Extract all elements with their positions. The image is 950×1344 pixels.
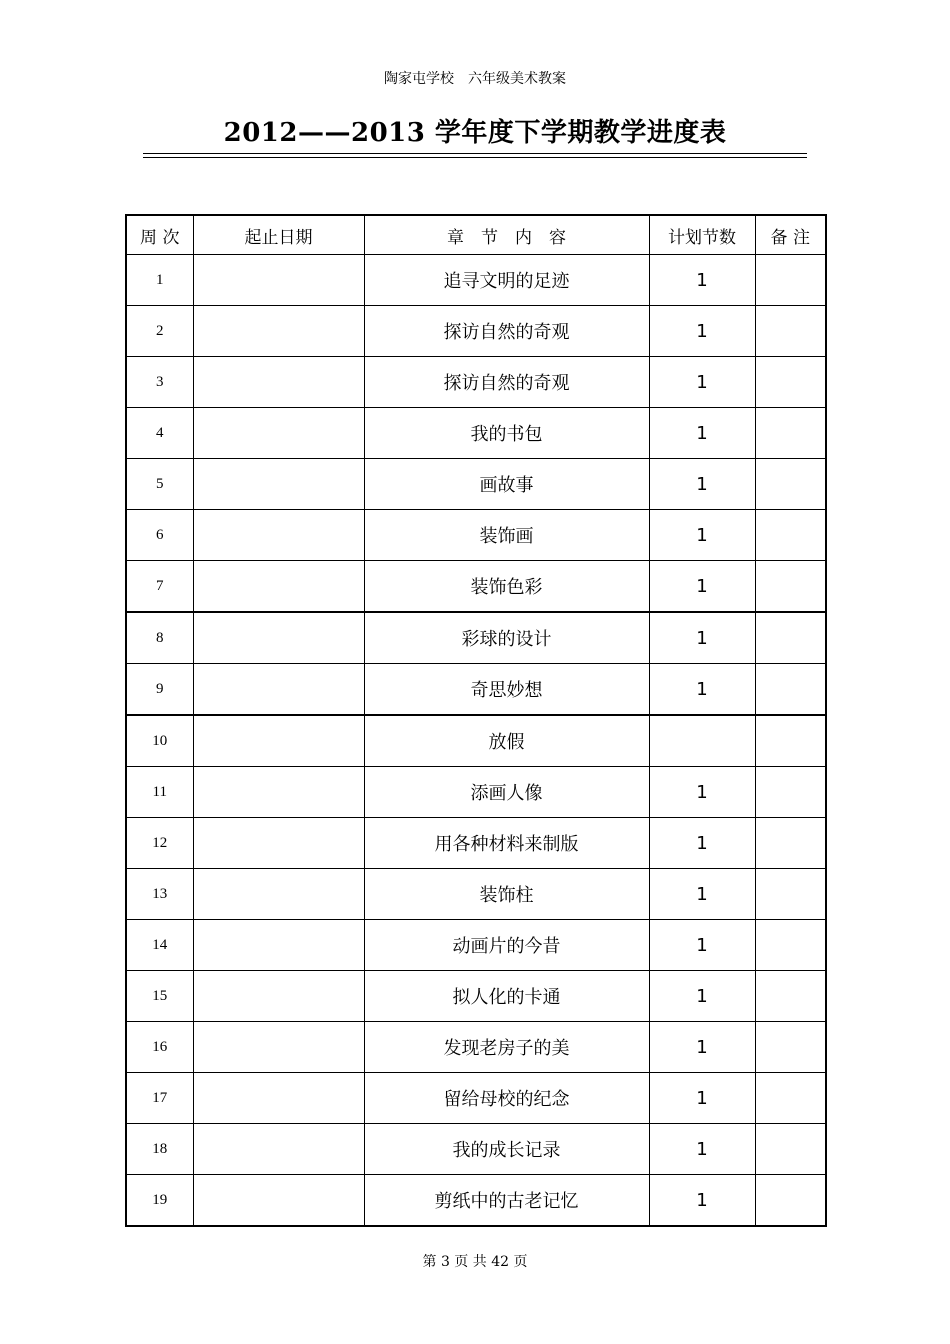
week-cell: 7 [126, 561, 193, 613]
dates-cell [193, 869, 364, 920]
week-cell: 16 [126, 1022, 193, 1073]
week-cell: 9 [126, 664, 193, 716]
column-header-notes: 备 注 [755, 215, 826, 255]
content-cell: 追寻文明的足迹 [364, 255, 649, 306]
notes-cell [755, 561, 826, 613]
lessons-cell: 1 [649, 357, 755, 408]
lessons-cell: 1 [649, 971, 755, 1022]
table-row [126, 715, 826, 767]
lessons-cell: 1 [649, 664, 755, 716]
dates-cell [193, 612, 364, 664]
content-cell: 放假 [364, 715, 649, 767]
lessons-cell: 1 [649, 612, 755, 664]
content-cell: 探访自然的奇观 [364, 357, 649, 408]
week-cell: 3 [126, 357, 193, 408]
table-row [126, 920, 826, 971]
content-cell: 我的成长记录 [364, 1124, 649, 1175]
lessons-cell: 1 [649, 1175, 755, 1227]
notes-cell [755, 767, 826, 818]
notes-cell [755, 408, 826, 459]
dates-cell [193, 920, 364, 971]
content-cell: 用各种材料来制版 [364, 818, 649, 869]
week-cell: 11 [126, 767, 193, 818]
dates-cell [193, 1073, 364, 1124]
column-header-dates: 起止日期 [193, 215, 364, 255]
content-cell: 彩球的设计 [364, 612, 649, 664]
table-row [126, 869, 826, 920]
lessons-cell: 1 [649, 869, 755, 920]
dates-cell [193, 971, 364, 1022]
lessons-cell: 1 [649, 818, 755, 869]
week-cell: 2 [126, 306, 193, 357]
table-row [126, 561, 826, 613]
notes-cell [755, 510, 826, 561]
dates-cell [193, 306, 364, 357]
notes-cell [755, 869, 826, 920]
content-cell: 留给母校的纪念 [364, 1073, 649, 1124]
table-row [126, 971, 826, 1022]
dates-cell [193, 408, 364, 459]
lessons-cell: 1 [649, 1073, 755, 1124]
week-cell: 15 [126, 971, 193, 1022]
notes-cell [755, 357, 826, 408]
lessons-cell: 1 [649, 1022, 755, 1073]
dates-cell [193, 255, 364, 306]
table-row [126, 1073, 826, 1124]
table-row [126, 255, 826, 306]
week-cell: 8 [126, 612, 193, 664]
notes-cell [755, 1175, 826, 1227]
lessons-cell: 1 [649, 255, 755, 306]
dates-cell [193, 715, 364, 767]
notes-cell [755, 818, 826, 869]
dates-cell [193, 767, 364, 818]
table-row [126, 408, 826, 459]
week-cell: 14 [126, 920, 193, 971]
dates-cell [193, 357, 364, 408]
table-row [126, 306, 826, 357]
content-cell: 探访自然的奇观 [364, 306, 649, 357]
lessons-cell [649, 715, 755, 767]
table-row [126, 664, 826, 716]
table-row [126, 1175, 826, 1227]
running-header: 陶家屯学校 六年级美术教案 [384, 71, 566, 87]
table-row [126, 1124, 826, 1175]
content-cell: 添画人像 [364, 767, 649, 818]
title-rule-bottom [143, 157, 807, 158]
notes-cell [755, 306, 826, 357]
week-cell: 18 [126, 1124, 193, 1175]
content-cell: 装饰柱 [364, 869, 649, 920]
dates-cell [193, 1022, 364, 1073]
lessons-cell: 1 [649, 459, 755, 510]
dates-cell [193, 459, 364, 510]
lessons-cell: 1 [649, 408, 755, 459]
column-header-lessons: 计划节数 [649, 215, 755, 255]
dates-cell [193, 510, 364, 561]
page-title: 2012——2013 学年度下学期教学进度表 [223, 118, 727, 148]
title-rule-top [143, 153, 807, 154]
dates-cell [193, 664, 364, 716]
notes-cell [755, 920, 826, 971]
column-header-week: 周 次 [126, 215, 193, 255]
dates-cell [193, 561, 364, 613]
lessons-cell: 1 [649, 510, 755, 561]
notes-cell [755, 459, 826, 510]
dates-cell [193, 818, 364, 869]
table-row [126, 767, 826, 818]
lessons-cell: 1 [649, 561, 755, 613]
week-cell: 19 [126, 1175, 193, 1227]
dates-cell [193, 1175, 364, 1227]
notes-cell [755, 1022, 826, 1073]
content-cell: 奇思妙想 [364, 664, 649, 716]
content-cell: 动画片的今昔 [364, 920, 649, 971]
content-cell: 画故事 [364, 459, 649, 510]
page-footer: 第 3 页 共 42 页 [422, 1254, 528, 1270]
table-row [126, 510, 826, 561]
week-cell: 17 [126, 1073, 193, 1124]
content-cell: 发现老房子的美 [364, 1022, 649, 1073]
week-cell: 10 [126, 715, 193, 767]
lessons-cell: 1 [649, 767, 755, 818]
column-header-content: 章 节 内 容 [364, 215, 649, 255]
lessons-cell: 1 [649, 306, 755, 357]
week-cell: 5 [126, 459, 193, 510]
week-cell: 4 [126, 408, 193, 459]
table-row [126, 612, 826, 664]
content-cell: 我的书包 [364, 408, 649, 459]
week-cell: 13 [126, 869, 193, 920]
week-cell: 6 [126, 510, 193, 561]
table-row [126, 818, 826, 869]
notes-cell [755, 255, 826, 306]
table-row [126, 459, 826, 510]
notes-cell [755, 612, 826, 664]
notes-cell [755, 971, 826, 1022]
table-body [126, 255, 826, 1227]
table-header-row [126, 215, 826, 255]
content-cell: 拟人化的卡通 [364, 971, 649, 1022]
table-row [126, 357, 826, 408]
week-cell: 1 [126, 255, 193, 306]
content-cell: 装饰色彩 [364, 561, 649, 613]
notes-cell [755, 1073, 826, 1124]
content-cell: 装饰画 [364, 510, 649, 561]
notes-cell [755, 715, 826, 767]
notes-cell [755, 664, 826, 716]
lessons-cell: 1 [649, 1124, 755, 1175]
lessons-cell: 1 [649, 920, 755, 971]
week-cell: 12 [126, 818, 193, 869]
dates-cell [193, 1124, 364, 1175]
table-row [126, 1022, 826, 1073]
notes-cell [755, 1124, 826, 1175]
content-cell: 剪纸中的古老记忆 [364, 1175, 649, 1227]
schedule-table [125, 214, 827, 1227]
